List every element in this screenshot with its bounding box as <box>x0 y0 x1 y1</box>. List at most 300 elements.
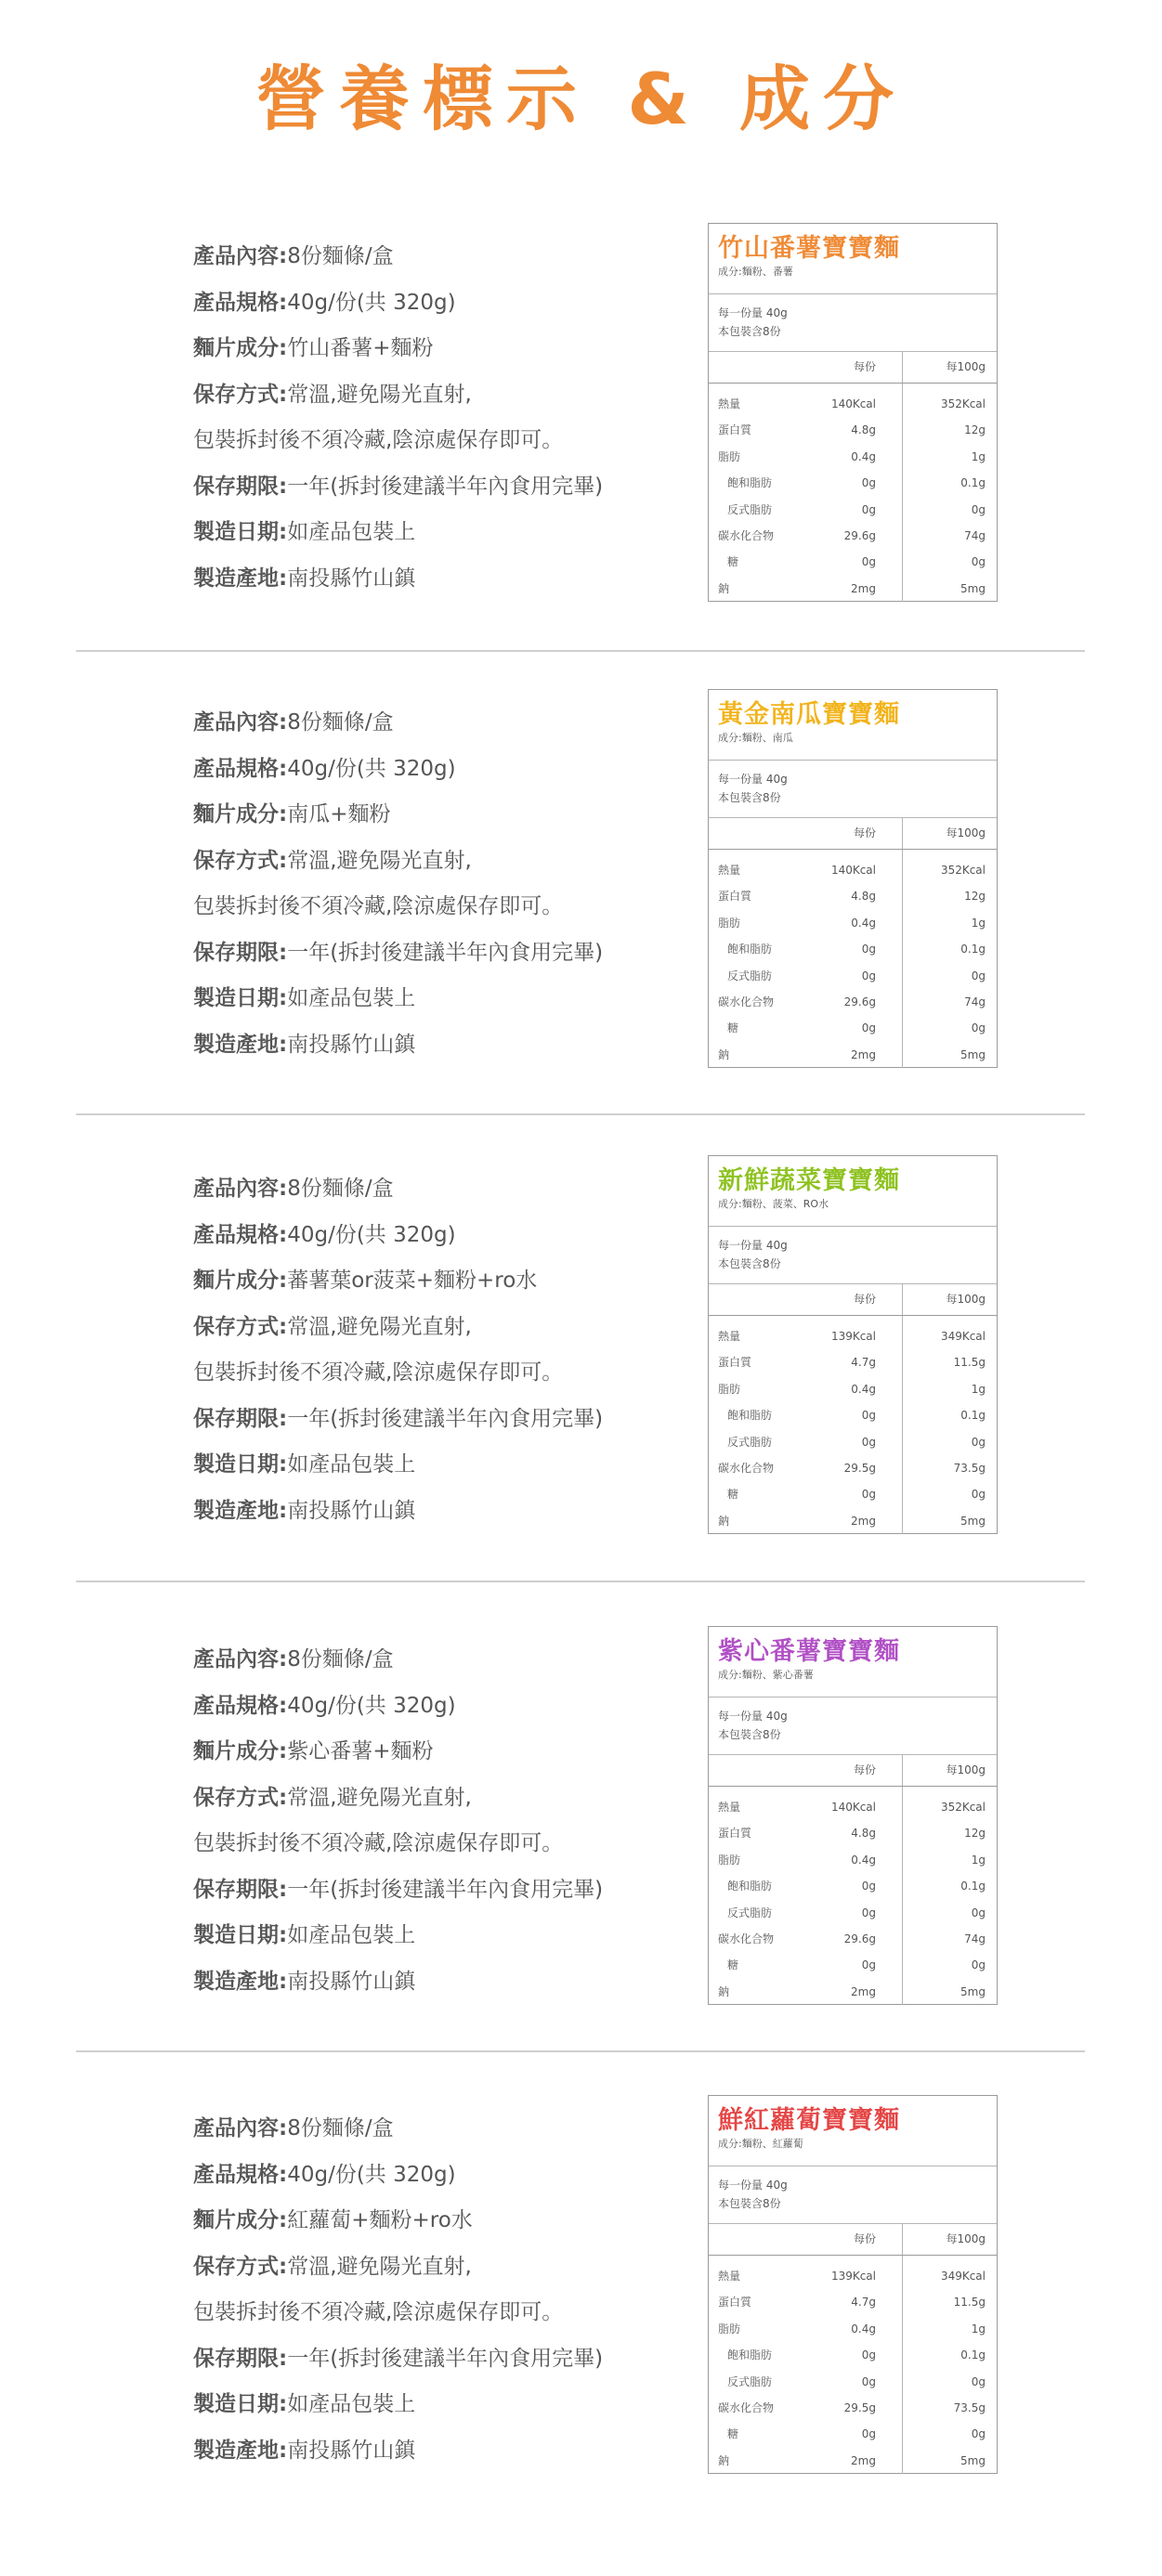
nutrient-row <box>709 2421 997 2447</box>
label-header <box>709 1156 997 1227</box>
info-value: 40g/份(共 320g) <box>287 1222 456 1247</box>
nutrient-name: 蛋白質 <box>718 423 752 437</box>
info-spec <box>193 1213 603 1259</box>
info-shelf <box>193 464 603 511</box>
nutrient-per-serving: 0.4g <box>851 916 876 930</box>
nutrient-per-serving: 0g <box>861 1880 876 1893</box>
nutrient-per-100g: 1g <box>971 449 986 463</box>
nutrient-per-100g: 5mg <box>960 581 986 595</box>
info-origin <box>193 1489 603 1535</box>
nutrient-row <box>709 857 997 883</box>
info-value: 包裝拆封後不須冷藏,陰涼處保存即可。 <box>193 1831 564 1855</box>
nutrition-label <box>708 1155 998 1534</box>
nutrient-per-100g: 74g <box>964 528 986 542</box>
nutrient-name: 鈉 <box>718 1047 730 1061</box>
info-value: 如產品包裝上 <box>287 986 416 1010</box>
nutrient-per-100g: 11.5g <box>953 2296 986 2309</box>
nutrient-row <box>709 417 997 443</box>
info-origin <box>193 556 603 603</box>
info-value: 一年(拆封後建議半年內食用完畢) <box>287 2346 604 2371</box>
nutrient-per-100g: 5mg <box>960 1514 986 1528</box>
nutrient-name: 熱量 <box>718 397 741 410</box>
nutrient-per-serving: 4.8g <box>851 423 876 437</box>
nutrient-per-100g: 349Kcal <box>940 2270 986 2283</box>
info-label: 保存期限: <box>193 940 288 965</box>
nutrient-name: 反式脂肪 <box>727 969 773 982</box>
info-value: 南瓜+麵粉 <box>287 802 391 826</box>
info-mfg <box>193 1442 603 1489</box>
nutrient-row <box>709 470 997 496</box>
nutrient-per-100g: 12g <box>964 1827 986 1841</box>
nutrient-name: 脂肪 <box>718 916 741 930</box>
col-per-100g: 每100g <box>946 1293 986 1306</box>
nutrient-name: 飽和脂肪 <box>727 476 773 490</box>
nutrient-per-100g: 0g <box>971 2427 986 2441</box>
nutrient-per-serving: 2mg <box>851 1984 876 1998</box>
nutrient-name: 糖 <box>727 1488 739 1502</box>
label-product-name: 新鮮蔬菜寶寶麵 <box>718 1166 900 1195</box>
nutrient-name: 碳水化合物 <box>718 528 775 542</box>
label-serving <box>709 2166 997 2224</box>
column-divider <box>902 1755 903 1786</box>
nutrient-row <box>709 1926 997 1952</box>
info-content <box>193 700 603 747</box>
servings-per-pack: 本包裝含8份 <box>718 2197 781 2210</box>
nutrient-row <box>709 2448 997 2474</box>
product-section <box>0 1155 1162 1620</box>
info-shelf <box>193 930 603 977</box>
info-value: 8份麵條/盒 <box>287 244 394 268</box>
info-label: 保存期限: <box>193 1877 288 1902</box>
info-spec <box>193 1684 603 1730</box>
info-shelf <box>193 1867 603 1914</box>
info-label: 產品內容: <box>193 710 288 735</box>
info-value: 8份麵條/盒 <box>287 710 394 735</box>
label-ingredients: 成分:麵粉、紅蘿蔔 <box>718 2138 803 2150</box>
nutrient-per-100g: 349Kcal <box>940 1330 986 1343</box>
nutrient-per-serving: 2mg <box>851 1047 876 1061</box>
nutrient-per-serving: 0g <box>861 555 876 569</box>
info-content <box>193 1166 603 1213</box>
nutrient-per-serving: 139Kcal <box>830 1330 876 1343</box>
nutrient-row <box>709 1376 997 1402</box>
product-info <box>193 700 603 1068</box>
nutrient-per-serving: 4.8g <box>851 890 876 904</box>
info-label: 產品規格: <box>193 1222 288 1247</box>
col-per-100g: 每100g <box>946 1763 986 1776</box>
nutrient-per-100g: 1g <box>971 1382 986 1396</box>
label-serving <box>709 761 997 818</box>
nutrient-name: 碳水化合物 <box>718 995 775 1008</box>
nutrient-per-serving: 0g <box>861 476 876 490</box>
info-label: 製造產地: <box>193 1969 288 1994</box>
info-label: 麵片成分: <box>193 1268 288 1293</box>
info-value: 南投縣竹山鎮 <box>287 566 416 591</box>
servings-per-pack: 本包裝含8份 <box>718 791 781 804</box>
nutrient-per-serving: 0g <box>861 2348 876 2362</box>
section-divider <box>76 650 1085 652</box>
section-divider <box>76 1113 1085 1115</box>
nutrient-name: 飽和脂肪 <box>727 1880 773 1893</box>
nutrient-per-serving: 0g <box>861 1958 876 1972</box>
info-label: 產品規格: <box>193 290 288 315</box>
info-value: 一年(拆封後建議半年內食用完畢) <box>287 940 604 965</box>
nutrient-name: 糖 <box>727 555 739 569</box>
label-column-header <box>709 818 997 850</box>
col-per-100g: 每100g <box>946 826 986 839</box>
nutrient-per-serving: 2mg <box>851 581 876 595</box>
serving-size: 每一份量 40g <box>718 773 788 786</box>
info-value: 南投縣竹山鎮 <box>287 1498 416 1523</box>
nutrient-name: 反式脂肪 <box>727 1906 773 1919</box>
info-value: 紫心番薯+麵粉 <box>287 1739 434 1763</box>
nutrient-per-serving: 140Kcal <box>830 397 876 410</box>
nutrient-name: 反式脂肪 <box>727 2374 773 2388</box>
nutrient-per-100g: 11.5g <box>953 1356 986 1370</box>
nutrient-name: 熱量 <box>718 864 741 877</box>
nutrient-name: 糖 <box>727 1021 739 1035</box>
info-label: 製造日期: <box>193 1923 288 1947</box>
nutrient-row <box>709 989 997 1015</box>
nutrient-name: 碳水化合物 <box>718 2400 775 2414</box>
info-label: 製造產地: <box>193 1498 288 1523</box>
label-column-header <box>709 1284 997 1316</box>
nutrient-row <box>709 2316 997 2342</box>
info-label: 製造產地: <box>193 566 288 591</box>
nutrient-name: 脂肪 <box>718 1382 741 1396</box>
nutrient-name: 脂肪 <box>718 449 741 463</box>
nutrient-name: 鈉 <box>718 1514 730 1528</box>
nutrition-label <box>708 223 998 602</box>
nutrient-row <box>709 1900 997 1926</box>
info-value: 8份麵條/盒 <box>287 1647 394 1672</box>
column-divider <box>902 352 903 383</box>
nutrient-per-100g: 0.1g <box>960 943 986 956</box>
serving-size: 每一份量 40g <box>718 306 788 319</box>
info-noodle <box>193 1729 603 1776</box>
info-mfg <box>193 510 603 556</box>
info-value: 一年(拆封後建議半年內食用完畢) <box>287 1877 604 1902</box>
nutrient-row <box>709 2342 997 2368</box>
info-value: 常溫,避免陽光直射, <box>287 2254 472 2279</box>
nutrition-label <box>708 2095 998 2474</box>
nutrient-row <box>709 1508 997 1534</box>
nutrient-per-100g: 0.1g <box>960 476 986 490</box>
info-content <box>193 2106 603 2153</box>
info-label: 製造產地: <box>193 1032 288 1057</box>
nutrient-name: 熱量 <box>718 2270 741 2283</box>
nutrient-per-100g: 352Kcal <box>940 864 986 877</box>
nutrient-per-100g: 352Kcal <box>940 1801 986 1814</box>
info-storage <box>193 839 603 885</box>
nutrient-per-100g: 0g <box>971 1488 986 1502</box>
label-header <box>709 224 997 294</box>
info-value: 蕃薯葉or菠菜+麵粉+ro水 <box>287 1268 538 1293</box>
product-info <box>193 1166 603 1534</box>
nutrient-name: 碳水化合物 <box>718 1461 775 1475</box>
nutrient-name: 碳水化合物 <box>718 1932 775 1945</box>
info-origin <box>193 1959 603 2006</box>
nutrient-row <box>709 1952 997 1978</box>
info-label: 保存方式: <box>193 1314 288 1339</box>
info-noodle <box>193 792 603 839</box>
nutrient-row <box>709 444 997 470</box>
label-column-header <box>709 1755 997 1787</box>
col-per-serving: 每份 <box>853 360 876 373</box>
info-value: 8份麵條/盒 <box>287 2116 394 2140</box>
info-storage-note <box>193 1821 603 1867</box>
nutrient-per-100g: 0g <box>971 555 986 569</box>
nutrient-name: 熱量 <box>718 1801 741 1814</box>
page-title: 營養標示 & 成分 <box>255 58 907 140</box>
info-storage-note <box>193 884 603 930</box>
label-body <box>709 2256 997 2474</box>
info-value: 包裝拆封後不須冷藏,陰涼處保存即可。 <box>193 2300 564 2324</box>
info-label: 保存方式: <box>193 1785 288 1810</box>
info-label: 保存期限: <box>193 474 288 499</box>
label-body <box>709 384 997 602</box>
info-value: 南投縣竹山鎮 <box>287 2438 416 2463</box>
info-storage <box>193 1305 603 1351</box>
info-value: 8份麵條/盒 <box>287 1177 394 1201</box>
nutrient-name: 鈉 <box>718 581 730 595</box>
nutrient-per-serving: 0g <box>861 502 876 516</box>
info-storage <box>193 1776 603 1822</box>
nutrient-per-100g: 73.5g <box>953 1461 986 1475</box>
nutrient-per-100g: 0g <box>971 1906 986 1919</box>
nutrient-per-serving: 0g <box>861 943 876 956</box>
nutrient-per-100g: 0.1g <box>960 1880 986 1893</box>
info-storage-note <box>193 1350 603 1397</box>
info-value: 如產品包裝上 <box>287 1452 416 1477</box>
info-value: 常溫,避免陽光直射, <box>287 1785 472 1810</box>
nutrient-per-serving: 0.4g <box>851 449 876 463</box>
nutrient-per-serving: 0.4g <box>851 2322 876 2335</box>
product-info <box>193 1637 603 2005</box>
nutrient-row <box>709 910 997 936</box>
nutrient-per-100g: 0g <box>971 502 986 516</box>
label-header <box>709 690 997 761</box>
info-value: 包裝拆封後不須冷藏,陰涼處保存即可。 <box>193 1360 564 1385</box>
info-origin <box>193 1022 603 1069</box>
label-product-name: 紫心番薯寶寶麵 <box>718 1637 900 1666</box>
info-label: 製造日期: <box>193 986 288 1010</box>
nutrient-per-100g: 0g <box>971 1021 986 1035</box>
nutrient-name: 熱量 <box>718 1330 741 1343</box>
nutrient-name: 蛋白質 <box>718 1827 752 1841</box>
info-value: 40g/份(共 320g) <box>287 2162 456 2187</box>
info-label: 產品內容: <box>193 2116 288 2140</box>
info-value: 南投縣竹山鎮 <box>287 1032 416 1057</box>
label-header <box>709 2096 997 2166</box>
nutrient-per-100g: 1g <box>971 916 986 930</box>
nutrient-per-100g: 73.5g <box>953 2400 986 2414</box>
nutrient-row <box>709 2369 997 2395</box>
info-value: 一年(拆封後建議半年內食用完畢) <box>287 1406 604 1431</box>
label-ingredients: 成分:麵粉、番薯 <box>718 266 793 278</box>
product-section <box>0 223 1162 687</box>
nutrient-per-serving: 0g <box>861 2374 876 2388</box>
nutrient-row <box>709 883 997 909</box>
servings-per-pack: 本包裝含8份 <box>718 1728 781 1741</box>
info-value: 包裝拆封後不須冷藏,陰涼處保存即可。 <box>193 428 564 452</box>
info-value: 常溫,避免陽光直射, <box>287 382 472 407</box>
column-divider <box>902 1284 903 1315</box>
nutrient-per-serving: 0g <box>861 1906 876 1919</box>
col-per-serving: 每份 <box>853 2232 876 2245</box>
nutrient-name: 反式脂肪 <box>727 1435 773 1449</box>
info-label: 麵片成分: <box>193 336 288 360</box>
nutrient-per-serving: 2mg <box>851 1514 876 1528</box>
label-column-header <box>709 2224 997 2256</box>
info-content <box>193 234 603 280</box>
nutrition-label <box>708 1626 998 2005</box>
nutrient-per-serving: 140Kcal <box>830 864 876 877</box>
nutrient-per-100g: 5mg <box>960 1984 986 1998</box>
nutrient-per-100g: 0g <box>971 2374 986 2388</box>
info-value: 常溫,避免陽光直射, <box>287 848 472 873</box>
nutrient-row <box>709 1323 997 1349</box>
nutrient-per-serving: 4.7g <box>851 1356 876 1370</box>
serving-size: 每一份量 40g <box>718 1710 788 1723</box>
info-label: 產品規格: <box>193 1693 288 1718</box>
nutrient-per-100g: 0g <box>971 969 986 982</box>
nutrient-row <box>709 1820 997 1846</box>
column-divider <box>902 818 903 849</box>
info-spec <box>193 747 603 793</box>
serving-size: 每一份量 40g <box>718 2179 788 2192</box>
nutrient-per-100g: 74g <box>964 1932 986 1945</box>
nutrient-name: 鈉 <box>718 2453 730 2467</box>
nutrient-name: 蛋白質 <box>718 2296 752 2309</box>
info-label: 保存方式: <box>193 2254 288 2279</box>
info-value: 一年(拆封後建議半年內食用完畢) <box>287 474 604 499</box>
label-ingredients: 成分:麵粉、紫心番薯 <box>718 1669 814 1681</box>
label-body <box>709 1316 997 1534</box>
col-per-serving: 每份 <box>853 826 876 839</box>
info-storage-note <box>193 2290 603 2336</box>
nutrient-row <box>709 1794 997 1820</box>
nutrient-per-100g: 352Kcal <box>940 397 986 410</box>
info-noodle <box>193 326 603 372</box>
info-label: 製造產地: <box>193 2438 288 2463</box>
info-noodle <box>193 1258 603 1305</box>
info-mfg <box>193 976 603 1022</box>
nutrient-name: 鈉 <box>718 1984 730 1998</box>
info-label: 麵片成分: <box>193 802 288 826</box>
nutrient-per-serving: 29.6g <box>843 995 876 1008</box>
nutrient-per-100g: 1g <box>971 2322 986 2335</box>
label-serving <box>709 1698 997 1755</box>
nutrient-name: 蛋白質 <box>718 890 752 904</box>
info-label: 製造日期: <box>193 520 288 544</box>
nutrient-per-serving: 0g <box>861 969 876 982</box>
nutrient-per-100g: 0g <box>971 1958 986 1972</box>
label-product-name: 黃金南瓜寶寶麵 <box>718 700 900 729</box>
info-label: 產品內容: <box>193 244 288 268</box>
nutrient-name: 飽和脂肪 <box>727 2348 773 2362</box>
nutrient-per-serving: 0.4g <box>851 1382 876 1396</box>
section-divider <box>76 2050 1085 2052</box>
nutrient-row <box>709 1015 997 1041</box>
nutrient-name: 蛋白質 <box>718 1356 752 1370</box>
nutrient-row <box>709 2289 997 2315</box>
nutrient-per-100g: 5mg <box>960 2453 986 2467</box>
info-label: 保存期限: <box>193 1406 288 1431</box>
nutrient-per-serving: 29.5g <box>843 2400 876 2414</box>
info-value: 常溫,避免陽光直射, <box>287 1314 472 1339</box>
info-value: 竹山番薯+麵粉 <box>287 336 434 360</box>
product-section <box>0 689 1162 1153</box>
nutrient-per-100g: 5mg <box>960 1047 986 1061</box>
label-ingredients: 成分:麵粉、南瓜 <box>718 732 793 744</box>
nutrient-row <box>709 1847 997 1873</box>
nutrient-name: 糖 <box>727 1958 739 1972</box>
col-per-serving: 每份 <box>853 1763 876 1776</box>
info-label: 保存方式: <box>193 382 288 407</box>
info-storage <box>193 2244 603 2291</box>
nutrient-per-serving: 29.5g <box>843 1461 876 1475</box>
column-divider <box>902 2224 903 2255</box>
nutrient-per-serving: 4.7g <box>851 2296 876 2309</box>
nutrient-per-serving: 0g <box>861 2427 876 2441</box>
nutrient-name: 反式脂肪 <box>727 502 773 516</box>
nutrient-name: 脂肪 <box>718 1853 741 1867</box>
info-label: 麵片成分: <box>193 1739 288 1763</box>
serving-size: 每一份量 40g <box>718 1239 788 1252</box>
nutrient-per-serving: 139Kcal <box>830 2270 876 2283</box>
info-label: 保存方式: <box>193 848 288 873</box>
nutrient-row <box>709 1042 997 1068</box>
nutrient-row <box>709 1455 997 1481</box>
label-column-header <box>709 352 997 384</box>
section-divider <box>76 1581 1085 1582</box>
info-value: 南投縣竹山鎮 <box>287 1969 416 1994</box>
nutrient-row <box>709 497 997 523</box>
nutrient-row <box>709 1481 997 1507</box>
nutrient-name: 飽和脂肪 <box>727 1409 773 1423</box>
info-label: 麵片成分: <box>193 2208 288 2232</box>
info-mfg <box>193 2382 603 2428</box>
nutrient-per-serving: 0g <box>861 1435 876 1449</box>
nutrient-row <box>709 391 997 417</box>
nutrient-per-100g: 74g <box>964 995 986 1008</box>
info-value: 40g/份(共 320g) <box>287 1693 456 1718</box>
nutrient-row <box>709 1402 997 1428</box>
nutrient-per-serving: 29.6g <box>843 1932 876 1945</box>
nutrient-row <box>709 936 997 962</box>
nutrient-row <box>709 523 997 549</box>
label-serving <box>709 294 997 352</box>
info-label: 製造日期: <box>193 1452 288 1477</box>
nutrient-per-100g: 0g <box>971 1435 986 1449</box>
nutrient-row <box>709 1429 997 1455</box>
info-value: 紅蘿蔔+麵粉+ro水 <box>287 2208 473 2232</box>
label-body <box>709 850 997 1068</box>
product-section <box>0 1626 1162 2090</box>
nutrient-name: 脂肪 <box>718 2322 741 2335</box>
nutrient-row <box>709 576 997 602</box>
nutrient-per-serving: 0g <box>861 1021 876 1035</box>
nutrient-row <box>709 1349 997 1375</box>
nutrition-label <box>708 689 998 1068</box>
info-label: 保存期限: <box>193 2346 288 2371</box>
product-section <box>0 2095 1162 2559</box>
nutrient-per-100g: 0.1g <box>960 1409 986 1423</box>
info-label: 製造日期: <box>193 2392 288 2416</box>
info-spec <box>193 2153 603 2199</box>
info-shelf <box>193 2336 603 2383</box>
